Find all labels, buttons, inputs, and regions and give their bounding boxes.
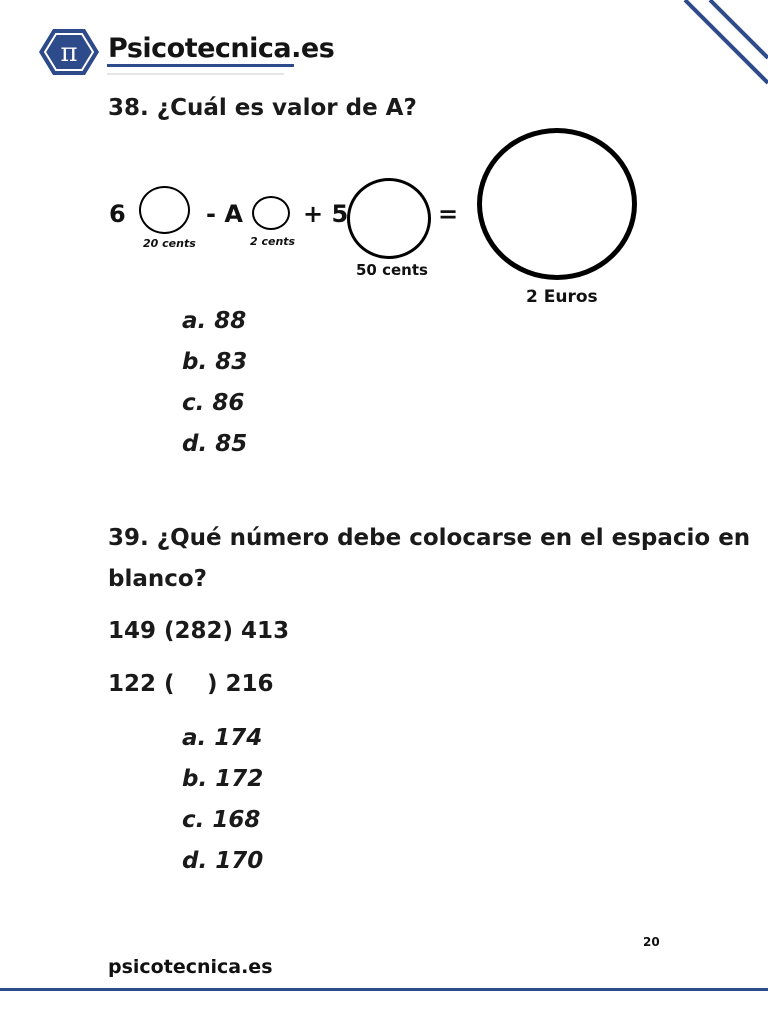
label-20-cents: 20 cents (143, 237, 196, 250)
question-38-title: 38. ¿Cuál es valor de A? (108, 95, 417, 121)
brand-underline-shadow (107, 73, 284, 75)
footer-site: psicotecnica.es (108, 956, 273, 978)
pi-logo-icon (38, 27, 100, 77)
q39-option-a[interactable]: a. 174 (182, 725, 263, 751)
footer-line (0, 988, 768, 991)
label-50-cents: 50 cents (356, 261, 428, 279)
q39-sequence-row-2-left: 122 ( (108, 671, 175, 697)
q39-option-d[interactable]: d. 170 (182, 848, 264, 874)
coin-20-cents (139, 186, 190, 234)
q39-option-b[interactable]: b. 172 (182, 766, 264, 792)
question-39-title-line2: blanco? (108, 566, 208, 592)
pi-symbol: π (60, 38, 78, 68)
eq-term-6: 6 (109, 200, 126, 228)
coin-50-cents (347, 178, 431, 259)
q38-option-c[interactable]: c. 86 (182, 390, 245, 416)
q38-option-a[interactable]: a. 88 (182, 308, 247, 334)
q39-option-c[interactable]: c. 168 (182, 807, 261, 833)
question-39-title-line1: 39. ¿Qué número debe colocarse en el espacio en (108, 525, 751, 551)
eq-plus-5: + 5 (303, 200, 349, 228)
page-number: 20 (643, 935, 660, 949)
q38-option-b[interactable]: b. 83 (182, 349, 248, 375)
brand-title: Psicotecnica.es (108, 33, 335, 64)
eq-minus-a: - A (206, 200, 243, 228)
label-2-cents: 2 cents (250, 235, 296, 248)
label-2-euros: 2 Euros (526, 287, 598, 307)
coin-2-cents (252, 196, 290, 230)
q39-sequence-row-2-right: ) 216 (207, 671, 274, 697)
q39-sequence-row-1: 149 (282) 413 (108, 618, 290, 644)
q38-option-d[interactable]: d. 85 (182, 431, 248, 457)
brand-underline (107, 64, 294, 67)
coin-2-euros (477, 128, 637, 280)
corner-decoration (678, 0, 768, 90)
eq-equals: = (438, 200, 459, 228)
